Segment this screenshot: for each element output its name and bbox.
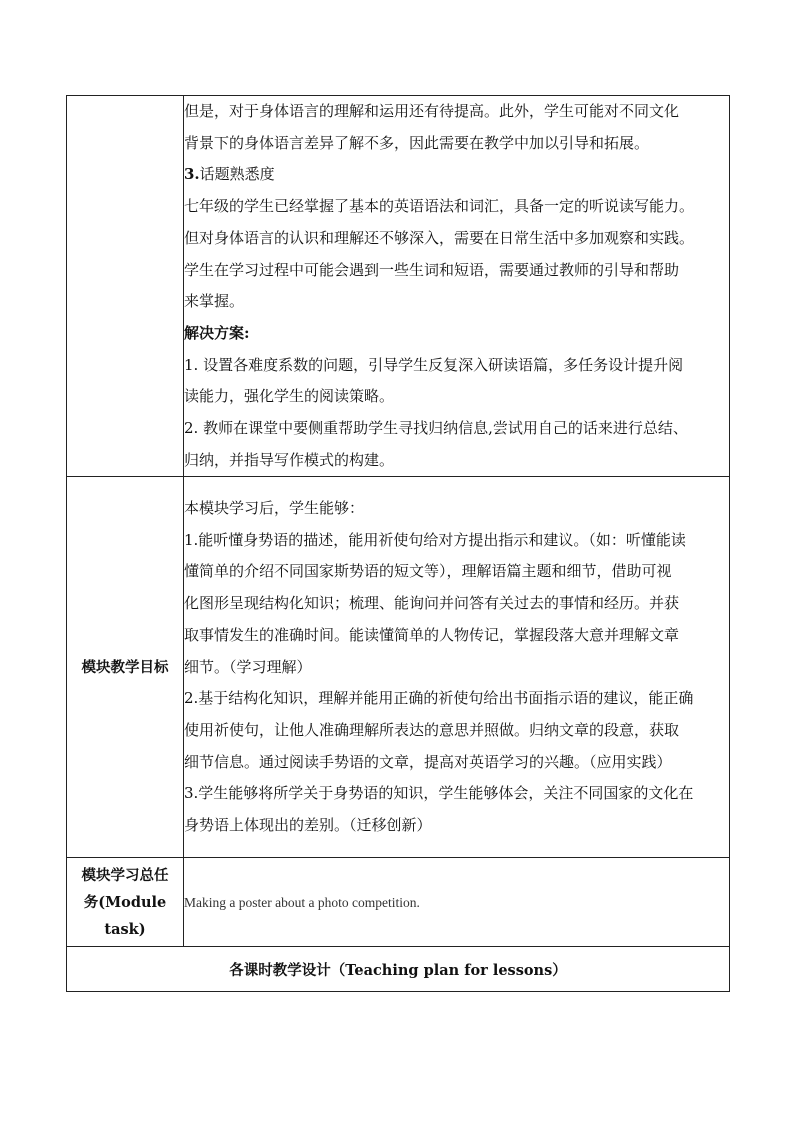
table-row-module-goals bbox=[67, 477, 730, 858]
text-line: 2. 教师在课堂中要侧重帮助学生寻找归纳信息,尝试用自己的话来进行总结、 bbox=[184, 419, 688, 438]
text-line: 本模块学习后，学生能够： bbox=[184, 499, 365, 518]
label-line: 模块学习总任 bbox=[81, 866, 169, 884]
text-line: 使用祈使句，让他人准确理解所表达的意思并照做。归纳文章的段意，获取 bbox=[184, 720, 680, 739]
text-line: 读能力，强化学生的阅读策略。 bbox=[184, 387, 395, 406]
section-heading-solution: 解决方案: bbox=[184, 323, 250, 342]
table-row-analysis bbox=[67, 96, 730, 477]
text-line: 学生在学习过程中可能会遇到一些生词和短语，需要通过教师的引导和帮助 bbox=[184, 260, 680, 279]
text-line: 1. 设置各难度系数的问题，引导学生反复深入研读语篇，多任务设计提升阅 bbox=[184, 355, 684, 374]
text-line: 但是，对于身体语言的理解和运用还有待提高。此外，学生可能对不同文化 bbox=[184, 102, 680, 120]
text-line: 但对身体语言的认识和理解还不够深入，需要在日常生活中多加观察和实践。 bbox=[184, 228, 695, 247]
row-label-empty bbox=[67, 96, 184, 477]
section-heading-topic-familiarity: 3.话题熟悉度 bbox=[184, 165, 275, 184]
lesson-plan-table bbox=[66, 95, 730, 992]
text-line: 细节。（学习理解） bbox=[184, 657, 312, 676]
label-line: task) bbox=[104, 920, 146, 938]
text-line: 懂简单的介绍不同国家斯势语的短文等），理解语篇主题和细节，借助可视 bbox=[184, 562, 672, 581]
text-line: 来掌握。 bbox=[184, 292, 245, 311]
analysis-content bbox=[184, 96, 730, 477]
text-line: 2.基于结构化知识，理解并能用正确的祈使句给出书面指示语的建议，能正确 bbox=[184, 689, 694, 708]
module-task-content: Making a poster about a photo competition. bbox=[184, 858, 730, 947]
text-line: 身势语上体现出的差别。（迁移创新） bbox=[184, 816, 432, 835]
module-goals-content bbox=[184, 477, 730, 858]
table-row-lesson-plans-header bbox=[67, 947, 730, 992]
label-line: 务(Module bbox=[83, 893, 167, 911]
lesson-plans-title: 各课时教学设计（Teaching plan for lessons） bbox=[67, 947, 730, 992]
text-line: 1.能听懂身势语的描述，能用祈使句给对方提出指示和建议。（如：听懂能读 bbox=[184, 530, 686, 549]
text-line: 背景下的身体语言差异了解不多，因此需要在教学中加以引导和拓展。 bbox=[184, 133, 650, 152]
row-label-module-goals: 模块教学目标 bbox=[67, 477, 184, 858]
text-line: 取事情发生的准确时间。能读懂简单的人物传记，掌握段落大意并理解文章 bbox=[184, 625, 680, 644]
text-line: 3.学生能够将所学关于身势语的知识，学生能够体会，关注不同国家的文化在 bbox=[184, 784, 694, 803]
text-line: 七年级的学生已经掌握了基本的英语语法和词汇，具备一定的听说读写能力。 bbox=[184, 197, 695, 216]
text-line: 化图形呈现结构化知识；梳理、能询问并问答有关过去的事情和经历。并获 bbox=[184, 594, 680, 613]
table-row-module-task bbox=[67, 858, 730, 947]
text-line: 细节信息。通过阅读手势语的文章，提高对英语学习的兴趣。（应用实践） bbox=[184, 752, 672, 771]
row-label-module-task bbox=[67, 858, 184, 947]
text-line: 归纳，并指导写作模式的构建。 bbox=[184, 450, 395, 469]
